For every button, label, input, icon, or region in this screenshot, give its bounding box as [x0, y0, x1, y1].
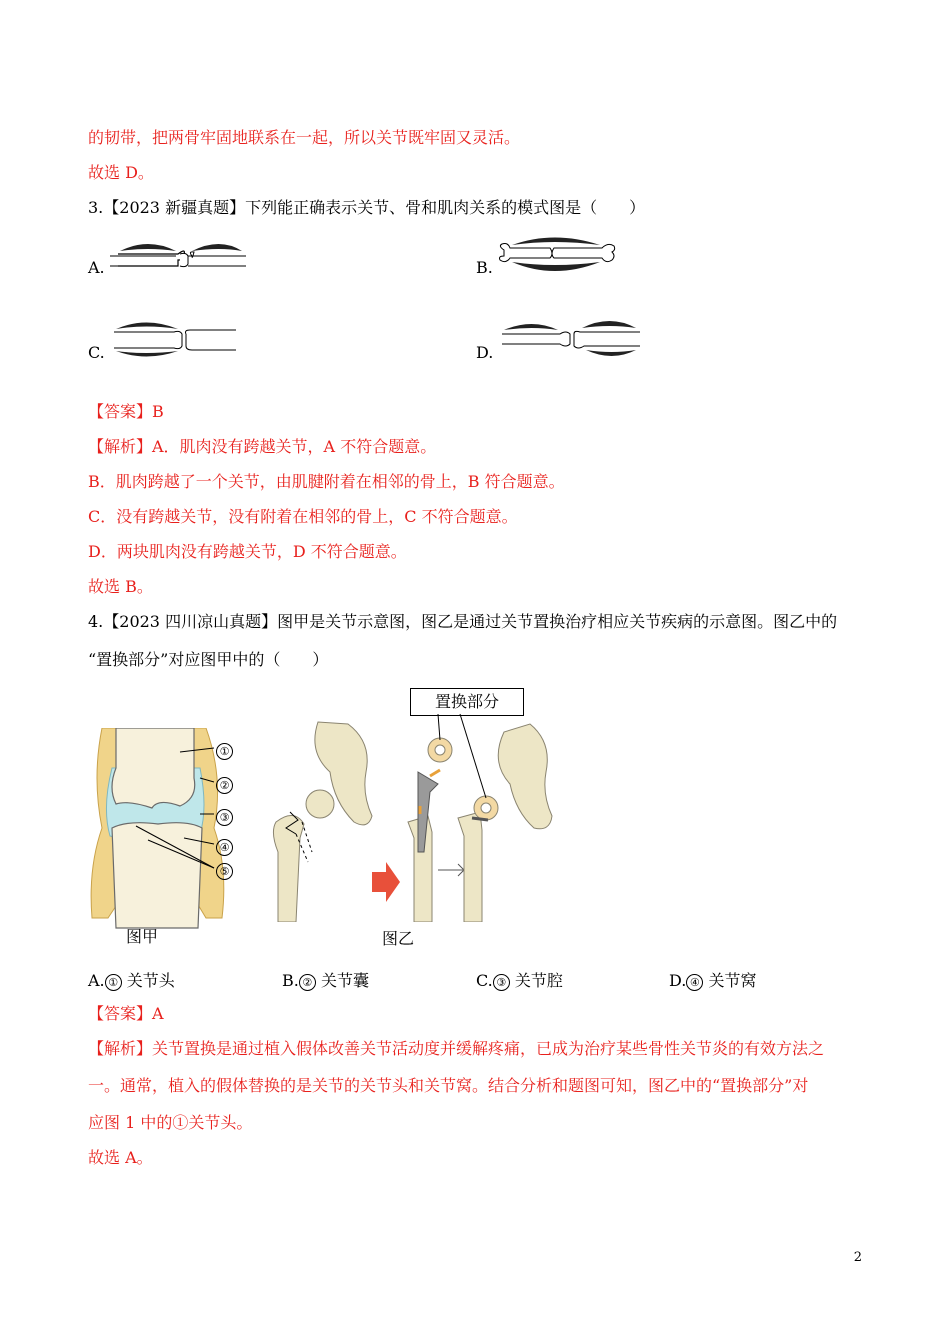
- marker-3: ③: [216, 806, 233, 826]
- q3-option-a-figure: [108, 238, 248, 274]
- q3-analysis-a: 【解析】A．肌肉没有跨越关节，A 不符合题意。: [88, 437, 437, 456]
- figure-yi-hip-replacement: [268, 712, 568, 922]
- marker-2: ②: [216, 774, 233, 794]
- q4-conclusion: 故选 A。: [88, 1148, 153, 1167]
- q4-analysis-line1: 【解析】关节置换是通过植入假体改善关节活动度并缓解疼痛，已成为治疗某些骨性关节炎的有效方法之: [88, 1039, 825, 1058]
- q3-analysis-b: B．肌肉跨越了一个关节，由肌腱附着在相邻的骨上，B 符合题意。: [88, 472, 565, 491]
- q4-choice-c: C. ③ 关节腔: [476, 971, 563, 990]
- marker-1: ①: [216, 740, 233, 760]
- continuation-text: 的韧带，把两骨牢固地联系在一起，所以关节既牢固又灵活。: [88, 128, 521, 147]
- q3-option-b-label: B.: [476, 258, 493, 277]
- q3-analysis-c: C．没有跨越关节，没有附着在相邻的骨上，C 不符合题意。: [88, 507, 518, 526]
- q3-option-a-label: A.: [88, 258, 105, 277]
- marker-5: ⑤: [216, 860, 233, 880]
- q3-option-d-label: D.: [476, 343, 494, 362]
- q3-conclusion: 故选 B。: [88, 577, 153, 596]
- figure-yi-label: 图乙: [382, 929, 415, 948]
- q3-analysis-d: D．两块肌肉没有跨越关节，D 不符合题意。: [88, 542, 407, 561]
- q3-answer: 【答案】B: [88, 402, 164, 421]
- figure-jia-label: 图甲: [126, 927, 159, 946]
- q3-option-b-figure: [496, 236, 620, 286]
- q4-choice-b: B. ② 关节囊: [282, 971, 369, 990]
- q4-answer: 【答案】A: [88, 1004, 164, 1023]
- q3-option-c-label: C.: [88, 343, 105, 362]
- q4-stem-line1: 4.【2023 四川凉山真题】图甲是关节示意图，图乙是通过关节置换治疗相应关节疾病的示意图。图乙中的: [88, 612, 838, 631]
- q4-choice-d: D. ④ 关节窝: [669, 971, 757, 990]
- q4-stem-line2: “置换部分”对应图甲中的（ ）: [88, 650, 329, 669]
- marker-4: ④: [216, 836, 233, 856]
- q4-analysis-line2: 一。通常，植入的假体替换的是关节的关节头和关节窝。结合分析和题图可知，图乙中的“置换部分”对: [88, 1076, 809, 1095]
- q3-option-c-figure: [108, 318, 240, 362]
- q4-choice-a: A. ① 关节头: [88, 971, 175, 990]
- q3-stem: 3.【2023 新疆真题】下列能正确表示关节、骨和肌肉关系的模式图是（ ）: [88, 198, 646, 217]
- q3-option-d-figure: [496, 316, 644, 362]
- replace-part-label: 置换部分: [410, 688, 524, 716]
- previous-conclusion: 故选 D。: [88, 163, 154, 182]
- page-number: 2: [853, 1250, 862, 1265]
- q4-analysis-line3: 应图 1 中的①关节头。: [88, 1113, 253, 1132]
